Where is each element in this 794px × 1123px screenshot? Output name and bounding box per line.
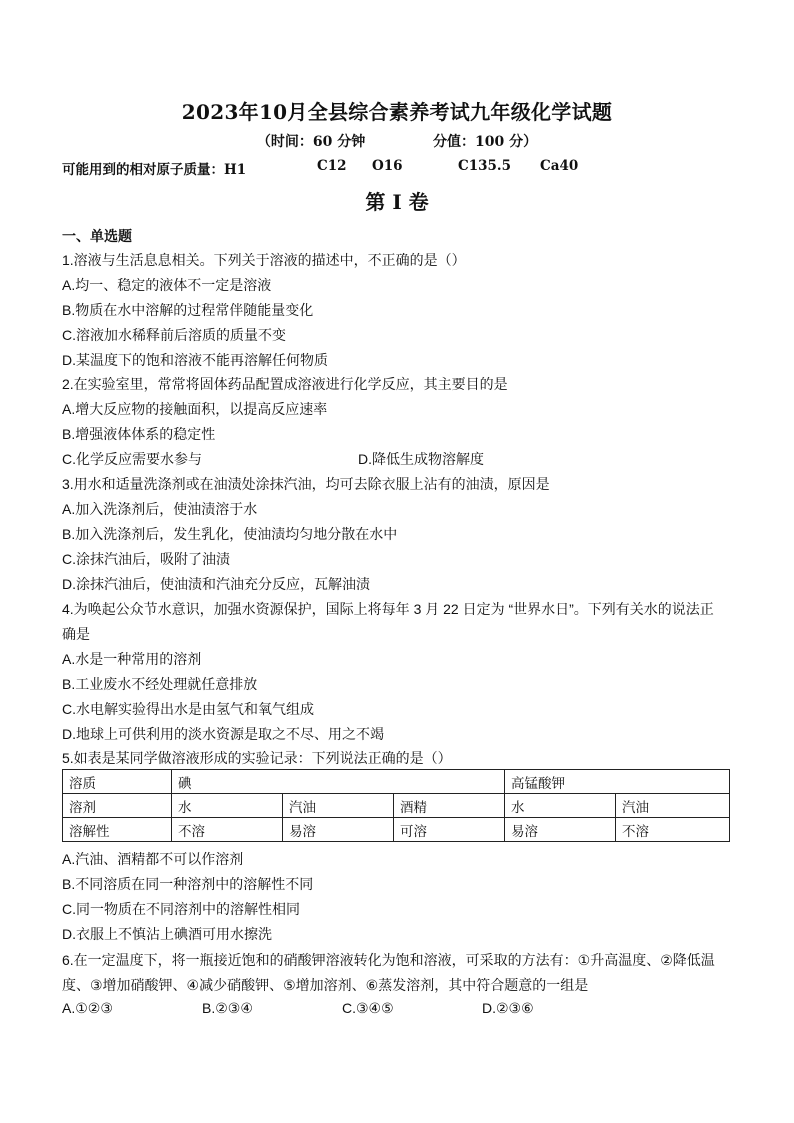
- atomic-masses: [62, 158, 579, 178]
- exam-info: [0, 131, 794, 151]
- q3-option-b: B.加入洗涤剂后，发生乳化，使油渍均匀地分散在水中: [62, 526, 398, 542]
- table-cell: 汽油: [283, 794, 394, 818]
- time-limit: （时间：60 分钟: [256, 134, 366, 150]
- table-cell: 溶解性: [63, 818, 172, 842]
- q6-stem-line1: 6.在一定温度下，将一瓶接近饱和的硝酸钾溶液转化为饱和溶液，可采取的方法有：①升高温度、②降低温: [62, 952, 715, 968]
- q3-stem: 3.用水和适量洗涤剂或在油渍处涂抹汽油，均可去除衣服上沾有的油渍，原因是: [62, 476, 550, 492]
- volume-heading: 第 I 卷: [365, 190, 429, 214]
- table-cell: 溶剂: [63, 794, 172, 818]
- q4-option-b: B.工业废水不经处理就任意排放: [62, 676, 258, 692]
- q6-option-b: B.②③④: [202, 1000, 253, 1016]
- q1-option-a: A.均一、稳定的液体不一定是溶液: [62, 277, 272, 293]
- table-row: [63, 770, 730, 794]
- q3-option-c: C.涂抹汽油后，吸附了油渍: [62, 551, 230, 567]
- mass-o: O16: [372, 158, 403, 174]
- q3-option-a: A.加入洗涤剂后，使油渍溶于水: [62, 501, 258, 517]
- solubility-table: [62, 769, 730, 842]
- table-cell: 易溶: [505, 818, 616, 842]
- q1-option-b: B.物质在水中溶解的过程常伴随能量变化: [62, 302, 314, 318]
- q4-stem-line2: 确是: [62, 626, 90, 642]
- q4-option-a: A.水是一种常用的溶剂: [62, 651, 202, 667]
- mass-c: C12: [317, 158, 347, 174]
- masses-label: 可能用到的相对原子质量：H1: [62, 162, 247, 178]
- exam-title: 2023年10月全县综合素养考试九年级化学试题: [181, 100, 613, 124]
- q2-option-a: A.增大反应物的接触面积，以提高反应速率: [62, 401, 328, 417]
- q1-option-d: D.某温度下的饱和溶液不能再溶解任何物质: [62, 352, 328, 368]
- q2-option-d: D.降低生成物溶解度: [358, 451, 484, 467]
- q6-option-d: D.②③⑥: [482, 1000, 534, 1016]
- table-cell: 酒精: [394, 794, 505, 818]
- q6-option-a: A.①②③: [62, 1000, 113, 1016]
- q6-stem-line2: 度、③增加硝酸钾、④减少硝酸钾、⑤增加溶剂、⑥蒸发溶剂，其中符合题意的一组是: [62, 977, 589, 993]
- table-cell: 高锰酸钾: [505, 770, 730, 794]
- q5-option-a: A.汽油、酒精都不可以作溶剂: [62, 851, 244, 867]
- q1-option-c: C.溶液加水稀释前后溶质的质量不变: [62, 327, 286, 343]
- table-cell: 可溶: [394, 818, 505, 842]
- table-cell: 水: [172, 794, 283, 818]
- q5-option-d: D.衣服上不慎沾上碘酒可用水擦洗: [62, 926, 272, 942]
- table-cell: 不溶: [172, 818, 283, 842]
- table-cell: 溶质: [63, 770, 172, 794]
- table-cell: 不溶: [616, 818, 730, 842]
- section-heading: 一、单选题: [62, 228, 132, 244]
- table-cell: 碘: [172, 770, 505, 794]
- mass-ca: Ca40: [540, 158, 579, 174]
- table-row: [63, 818, 730, 842]
- table-cell: 水: [505, 794, 616, 818]
- q4-option-c: C.水电解实验得出水是由氢气和氧气组成: [62, 701, 314, 717]
- table-row: [63, 794, 730, 818]
- q2-option-c: C.化学反应需要水参与: [62, 451, 202, 467]
- full-score: 分值：100 分）: [433, 134, 538, 150]
- q4-stem-line1: 4.为唤起公众节水意识，加强水资源保护，国际上将每年 3 月 22 日定为 “世界水日”。下列有关水的说法正: [62, 601, 714, 617]
- q5-option-c: C.同一物质在不同溶剂中的溶解性相同: [62, 901, 300, 917]
- q4-option-d: D.地球上可供利用的淡水资源是取之不尽、用之不竭: [62, 726, 384, 742]
- q1-stem: 1.溶液与生活息息相关。下列关于溶液的描述中，不正确的是（）: [62, 252, 466, 268]
- q2-stem: 2.在实验室里，常常将固体药品配置成溶液进行化学反应，其主要目的是: [62, 376, 508, 392]
- table-cell: 易溶: [283, 818, 394, 842]
- q6-option-c: C.③④⑤: [342, 1000, 394, 1016]
- mass-cl: C135.5: [458, 158, 512, 174]
- q5-option-b: B.不同溶质在同一种溶剂中的溶解性不同: [62, 876, 314, 892]
- q5-stem: 5.如表是某同学做溶液形成的实验记录：下列说法正确的是（）: [62, 750, 452, 766]
- q3-option-d: D.涂抹汽油后，使油渍和汽油充分反应，瓦解油渍: [62, 576, 370, 592]
- table-cell: 汽油: [616, 794, 730, 818]
- q2-option-b: B.增强液体体系的稳定性: [62, 426, 216, 442]
